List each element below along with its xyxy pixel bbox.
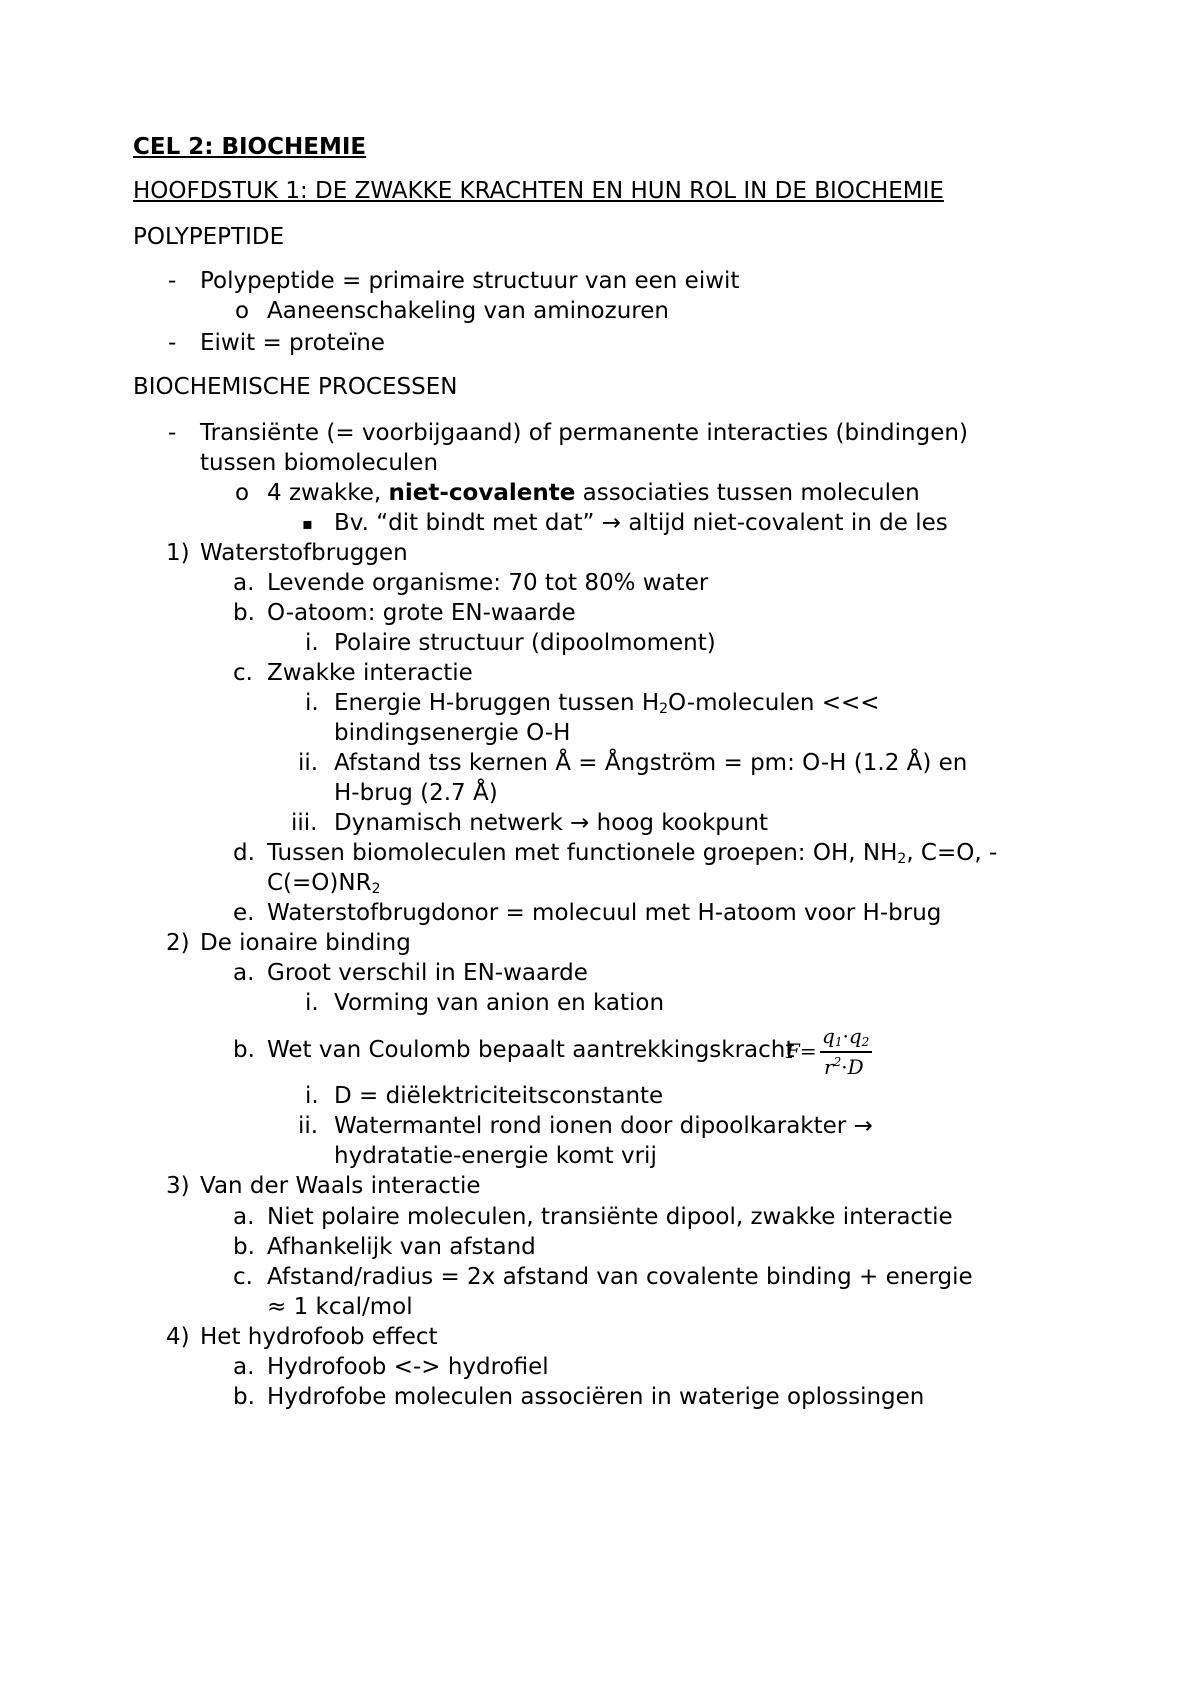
numbered-heading: Het hydrofoob effect <box>200 1324 438 1350</box>
list-item: Polaire structuur (dipoolmoment) <box>334 630 716 656</box>
list-item-continuation: tussen biomoleculen <box>200 450 439 476</box>
roman-marker: i. <box>305 690 319 716</box>
number-marker: 2) <box>166 930 190 956</box>
letter-marker: e. <box>233 900 255 926</box>
list-item: Polypeptide = primaire structuur van een eiwit <box>200 268 740 294</box>
list-item: Afstand tss kernen Å = Ångström = pm: O-H (1.2 Å) en <box>334 750 968 776</box>
list-item: Energie H-bruggen tussen $H_2O$-moleculen <<< <box>334 690 880 717</box>
list-item: Transiënte (= voorbijgaand) of permanente interacties (bindingen) <box>200 420 968 446</box>
document-title: CEL 2: BIOCHEMIE <box>133 134 367 160</box>
list-item: Bv. “dit bindt met dat” → altijd niet-covalent in de les <box>334 510 948 536</box>
list-item: Wet van Coulomb bepaalt aantrekkingskracht <box>267 1037 795 1063</box>
letter-marker: b. <box>233 1384 255 1410</box>
list-item: Tussen biomoleculen met functionele groepen: OH, $NH_2$, C=O, - <box>267 840 998 867</box>
letter-marker: a. <box>233 570 255 596</box>
letter-marker: d. <box>233 840 255 866</box>
list-item: Hydrofoob <-> hydrofiel <box>267 1354 549 1380</box>
dash-bullet: - <box>168 330 177 356</box>
letter-marker: c. <box>233 660 253 686</box>
circle-bullet: o <box>235 298 250 324</box>
letter-marker: c. <box>233 1264 253 1290</box>
list-item-continuation: $C(=O)NR_2$ <box>267 870 381 897</box>
list-item: 4 zwakke, niet-covalente associaties tussen moleculen <box>267 480 920 506</box>
coulomb-formula <box>786 1022 886 1082</box>
list-item: Groot verschil in EN-waarde <box>267 960 588 986</box>
roman-marker: i. <box>305 990 319 1016</box>
section-heading-processes: BIOCHEMISCHE PROCESSEN <box>133 374 458 400</box>
letter-marker: a. <box>233 1354 255 1380</box>
section-heading-polypeptide: POLYPEPTIDE <box>133 224 285 250</box>
numbered-heading: Waterstofbruggen <box>200 540 408 566</box>
letter-marker: a. <box>233 960 255 986</box>
roman-marker: ii. <box>298 1113 319 1139</box>
list-item: O-atoom: grote EN-waarde <box>267 600 576 626</box>
roman-marker: i. <box>305 630 319 656</box>
list-item: Zwakke interactie <box>267 660 473 686</box>
letter-marker: b. <box>233 600 255 626</box>
roman-marker: iii. <box>291 810 318 836</box>
fraction-bar <box>820 1051 872 1053</box>
list-item-continuation: H-brug (2.7 Å) <box>334 780 498 806</box>
list-item: Watermantel rond ionen door dipoolkarakter → <box>334 1113 873 1139</box>
list-item: Niet polaire moleculen, transiënte dipool, zwakke interactie <box>267 1204 953 1230</box>
list-item: Waterstofbrugdonor = molecuul met H-atoom voor H-brug <box>267 900 942 926</box>
list-item: Vorming van anion en kation <box>334 990 665 1016</box>
letter-marker: b. <box>233 1234 255 1260</box>
numbered-heading: De ionaire binding <box>200 930 411 956</box>
list-item: D = diëlektriciteitsconstante <box>334 1083 664 1109</box>
number-marker: 4) <box>166 1324 190 1350</box>
chapter-heading: HOOFDSTUK 1: DE ZWAKKE KRACHTEN EN HUN ROL IN DE BIOCHEMIE <box>133 178 944 204</box>
number-marker: 3) <box>166 1173 190 1199</box>
numbered-heading: Van der Waals interactie <box>200 1173 481 1199</box>
list-item: Hydrofobe moleculen associëren in waterige oplossingen <box>267 1384 925 1410</box>
circle-bullet: o <box>235 480 250 506</box>
square-bullet: ▪ <box>302 514 313 533</box>
letter-marker: b. <box>233 1037 255 1063</box>
list-item: Afhankelijk van afstand <box>267 1234 536 1260</box>
number-marker: 1) <box>166 540 190 566</box>
formula-lhs: F= <box>786 1039 817 1063</box>
letter-marker: a. <box>233 1204 255 1230</box>
list-item: Dynamisch netwerk → hoog kookpunt <box>334 810 769 836</box>
list-item: Aaneenschakeling van aminozuren <box>267 298 669 324</box>
dash-bullet: - <box>168 420 177 446</box>
roman-marker: i. <box>305 1083 319 1109</box>
dash-bullet: - <box>168 268 177 294</box>
roman-marker: ii. <box>298 750 319 776</box>
list-item: Afstand/radius = 2x afstand van covalente binding + energie <box>267 1264 973 1290</box>
formula-numerator: $q_1\cdot q_2$ <box>822 1024 870 1049</box>
list-item-continuation: ≈ 1 kcal/mol <box>267 1294 413 1320</box>
list-item-continuation: hydratatie-energie komt vrij <box>334 1143 657 1169</box>
formula-denominator: $r^2\cdot D$ <box>824 1055 864 1079</box>
list-item: Eiwit = proteïne <box>200 330 385 356</box>
list-item-continuation: bindingsenergie O-H <box>334 720 571 746</box>
list-item: Levende organisme: 70 tot 80% water <box>267 570 709 596</box>
